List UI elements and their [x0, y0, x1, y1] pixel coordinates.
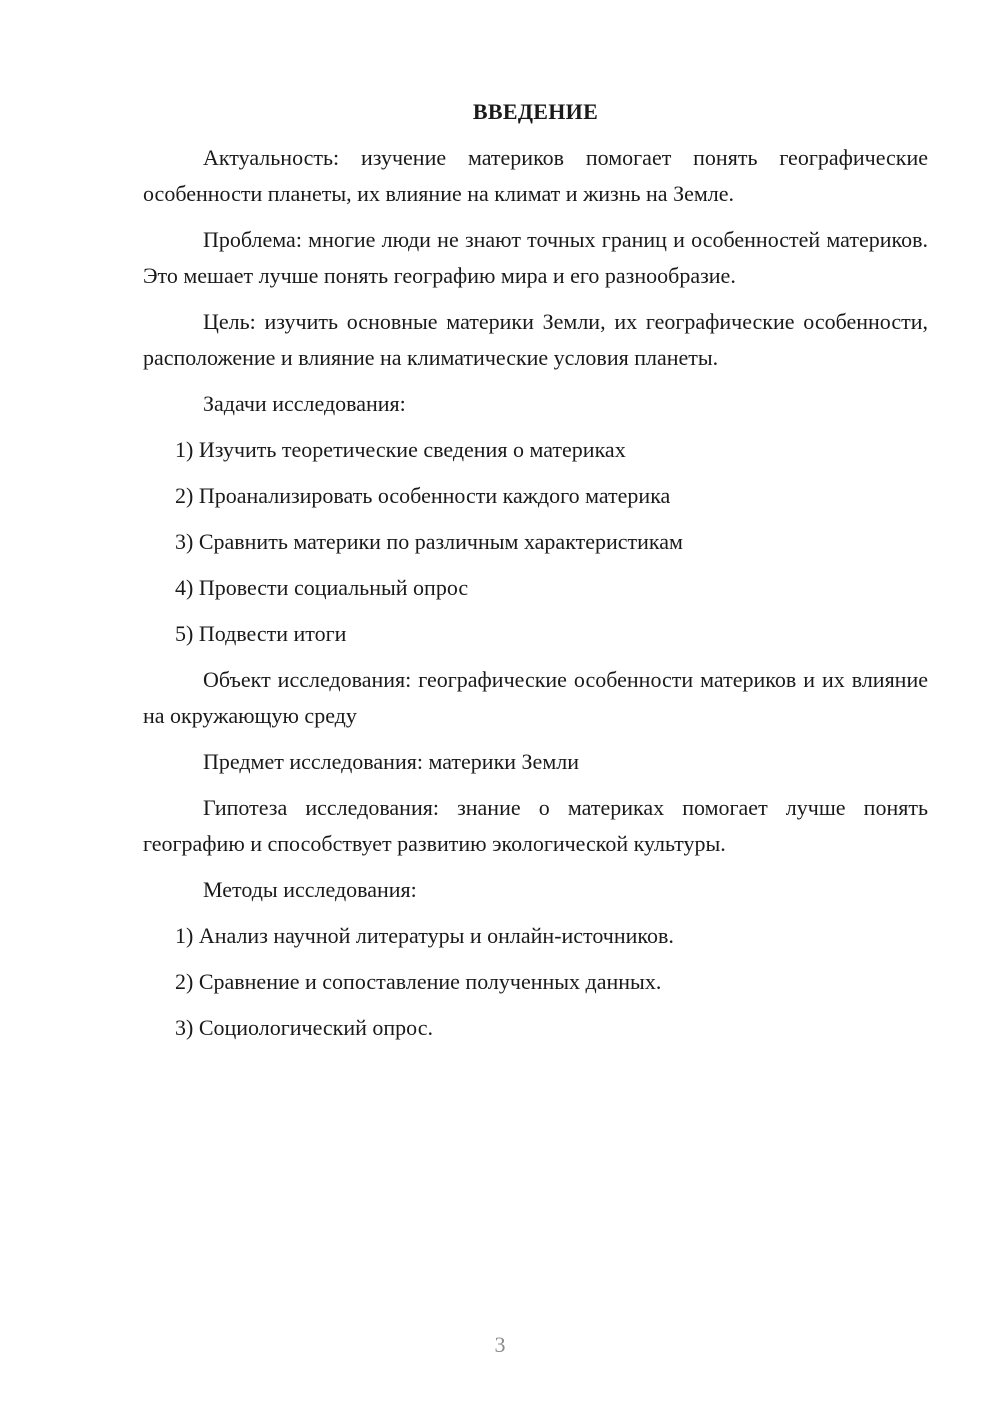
method-item: 1) Анализ научной литературы и онлайн-источников. [175, 923, 674, 948]
methods-heading: Методы исследования: [203, 877, 417, 902]
task-item: 4) Провести социальный опрос [175, 575, 469, 600]
task-item: 2) Проанализировать особенности каждого материка [175, 483, 671, 508]
task-item: 3) Сравнить материки по различным характеристикам [175, 529, 683, 554]
document-body [143, 94, 928, 1056]
section-title: ВВЕДЕНИЕ [472, 99, 599, 124]
problem-paragraph: Проблема: многие люди не знают точных границ и особенностей материков. Это мешает лучше понять географию мира и его разнообразие. [143, 227, 928, 288]
hypothesis-paragraph: Гипотеза исследования: знание о материках помогает лучше понять географию и способствует развитию экологической культуры. [143, 795, 928, 856]
method-item: 3) Социологический опрос. [175, 1015, 433, 1040]
task-item: 1) Изучить теоретические сведения о материках [175, 437, 626, 462]
tasks-heading: Задачи исследования: [203, 391, 406, 416]
goal-paragraph: Цель: изучить основные материки Земли, их географические особенности, расположение и влияние на климатические условия планеты. [143, 309, 928, 370]
subject-paragraph: Предмет исследования: материки Земли [203, 749, 579, 774]
relevance-paragraph: Актуальность: изучение материков помогает понять географические особенности планеты, их влияние на климат и жизнь на Земле. [143, 145, 928, 206]
page-number: 3 [494, 1332, 506, 1357]
task-item: 5) Подвести итоги [175, 621, 347, 646]
object-paragraph: Объект исследования: географические особенности материков и их влияние на окружающую среду [143, 667, 928, 728]
method-item: 2) Сравнение и сопоставление полученных данных. [175, 969, 662, 994]
